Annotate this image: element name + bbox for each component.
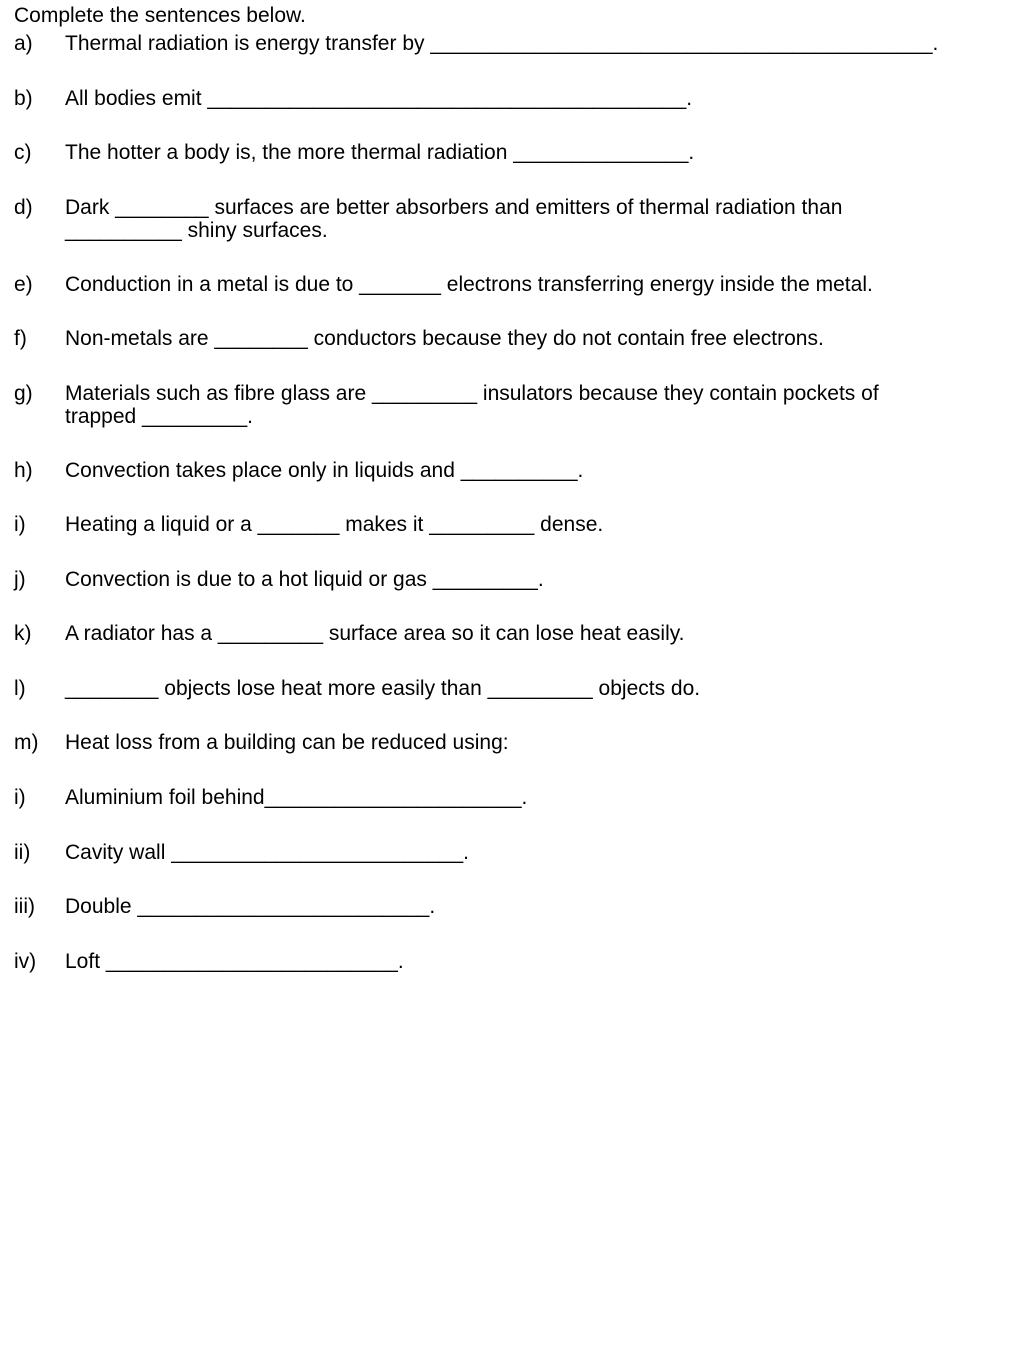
- question-label: ii): [14, 841, 31, 864]
- question-item-d: [14, 196, 1004, 242]
- question-label: j): [14, 568, 26, 591]
- instruction-text: Complete the sentences below.: [14, 4, 306, 27]
- question-label: a): [14, 32, 33, 55]
- question-label: k): [14, 622, 32, 645]
- question-text: Heating a liquid or a _______ makes it _________ dense.: [65, 513, 604, 536]
- question-item-h: [14, 459, 1004, 482]
- question-text: Cavity wall _________________________.: [65, 841, 470, 864]
- question-label: l): [14, 677, 26, 700]
- question-label: e): [14, 273, 33, 296]
- question-item-c: [14, 141, 1004, 164]
- sub-item-iv: [14, 950, 1004, 973]
- question-text: All bodies emit _________________________________________.: [65, 87, 693, 110]
- question-label: f): [14, 327, 27, 350]
- question-text: Non-metals are ________ conductors because they do not contain free electrons.: [65, 327, 824, 350]
- question-label: d): [14, 196, 33, 219]
- question-text: A radiator has a _________ surface area so it can lose heat easily.: [65, 622, 685, 645]
- question-item-f: [14, 327, 1004, 350]
- question-item-i: [14, 513, 1004, 536]
- question-label: i): [14, 513, 26, 536]
- question-label: iv): [14, 950, 37, 973]
- question-text: Aluminium foil behind______________________.: [65, 786, 528, 809]
- question-item-j: [14, 568, 1004, 591]
- question-text: Double _________________________.: [65, 895, 436, 918]
- question-text: Materials such as fibre glass are _________ insulators because they contain pockets of trapped _________.: [65, 382, 879, 428]
- question-item-b: [14, 87, 1004, 110]
- question-text: Convection takes place only in liquids and __________.: [65, 459, 584, 482]
- question-item-e: [14, 273, 1004, 296]
- question-label: g): [14, 382, 33, 405]
- question-item-a: [14, 32, 1004, 55]
- question-text: The hotter a body is, the more thermal radiation _______________.: [65, 141, 695, 164]
- question-label: b): [14, 87, 33, 110]
- question-item-m: [14, 731, 1004, 754]
- question-label: c): [14, 141, 32, 164]
- question-item-k: [14, 622, 1004, 645]
- sub-item-iii: [14, 895, 1004, 918]
- question-label: i): [14, 786, 26, 809]
- question-text: ________ objects lose heat more easily than _________ objects do.: [65, 677, 701, 700]
- question-text: Heat loss from a building can be reduced using:: [65, 731, 509, 754]
- question-text: Convection is due to a hot liquid or gas _________.: [65, 568, 544, 591]
- question-text: Thermal radiation is energy transfer by ___________________________________________.: [65, 32, 939, 55]
- question-text: Conduction in a metal is due to _______ electrons transferring energy inside the metal.: [65, 273, 873, 296]
- question-label: h): [14, 459, 33, 482]
- sub-item-i: [14, 786, 1004, 809]
- question-item-g: [14, 382, 1004, 428]
- question-item-l: [14, 677, 1004, 700]
- question-text: Dark ________ surfaces are better absorbers and emitters of thermal radiation than __________ shiny surfaces.: [65, 196, 843, 242]
- question-label: iii): [14, 895, 35, 918]
- question-label: m): [14, 731, 39, 754]
- sub-item-ii: [14, 841, 1004, 864]
- question-text: Loft _________________________.: [65, 950, 404, 973]
